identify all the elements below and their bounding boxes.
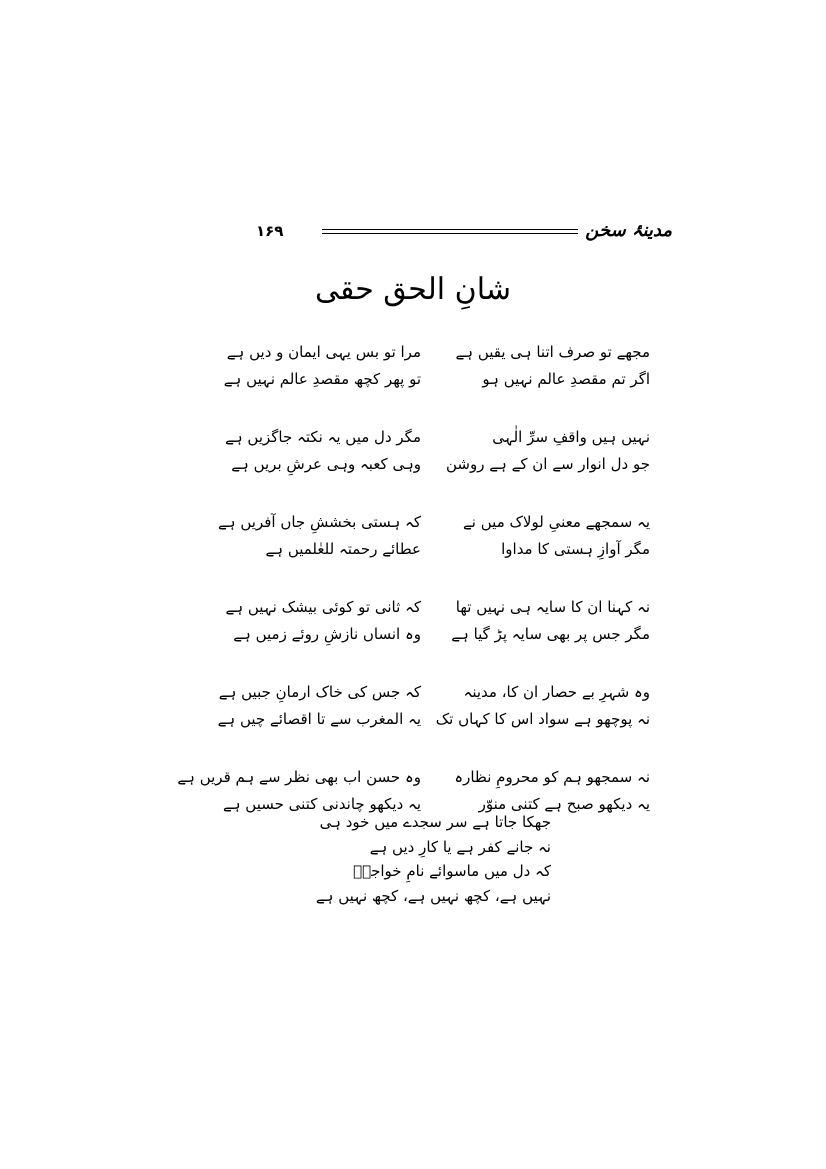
first-hemistich: جو دل انوار سے ان کے ہے روشن xyxy=(445,455,650,473)
stanza xyxy=(0,342,826,396)
quatrain-line: نہیں ہے، کچھ نہیں ہے، کچھ نہیں ہے xyxy=(315,886,551,905)
first-hemistich: نہ سمجھو ہم کو محرومِ نظارہ xyxy=(454,768,650,786)
second-hemistich: وہی کعبہ وہی عرشِ بریں ہے xyxy=(231,455,421,473)
second-hemistich: تو پھر کچھ مقصدِ عالم نہیں ہے xyxy=(223,370,421,388)
first-hemistich: مگر جس پر بھی سایہ پڑ گیا ہے xyxy=(451,625,650,643)
verse-line xyxy=(0,342,826,369)
first-hemistich: نہ پوچھو ہے سواد اس کا کہاں تک xyxy=(435,710,650,728)
verse-line xyxy=(0,709,826,736)
second-hemistich: کہ ہستی بخششِ جاں آفریں ہے xyxy=(218,513,421,531)
verse-line xyxy=(0,767,826,794)
page-number: ۱۶۹ xyxy=(256,222,284,240)
verse-line xyxy=(0,454,826,481)
page-header xyxy=(0,220,826,244)
second-hemistich: کہ جس کی خاک ارمانِ جبیں ہے xyxy=(218,683,421,701)
verse-line xyxy=(0,539,826,566)
stanza xyxy=(0,597,826,651)
stanza xyxy=(0,512,826,566)
verse-line xyxy=(0,682,826,709)
book-title: مدینۂ سخن xyxy=(585,220,672,241)
quatrain-line: نہ جانے کفر ہے یا کارِ دیں ہے xyxy=(369,837,551,856)
first-hemistich: وہ شہرِ بے حصار ان کا، مدینہ xyxy=(463,683,650,701)
second-hemistich: عطائے رحمتہ للعٰلمیں ہے xyxy=(265,540,421,558)
verse-line xyxy=(0,624,826,651)
second-hemistich: یہ دیکھو چاندنی کتنی حسیں ہے xyxy=(222,795,421,813)
quatrain-line: جھکا جاتا ہے سر سجدے میں خود ہی xyxy=(319,813,551,831)
stanza xyxy=(0,682,826,736)
second-hemistich: یہ المغرب سے تا اقصائے چیں ہے xyxy=(217,710,421,728)
first-hemistich: نہیں ہیں واقفِ سرِّ الٰہی xyxy=(492,428,650,446)
first-hemistich: یہ سمجھے معنیِ لولاک میں نے xyxy=(463,513,650,531)
quatrain-line: کہ دل میں ماسوائے نامِ خواجہؐ xyxy=(353,862,551,880)
first-hemistich: نہ کہنا ان کا سایہ ہی نہیں تھا xyxy=(455,598,650,616)
verse-line xyxy=(0,369,826,396)
header-double-rule xyxy=(322,229,578,234)
poem-title: شانِ الحق حقی xyxy=(315,272,511,307)
second-hemistich: وہ حسن اب بھی نظر سے ہم قریں ہے xyxy=(177,768,421,786)
couplets-section xyxy=(0,342,826,852)
quatrain xyxy=(315,812,551,910)
first-hemistich: اگر تم مقصدِ عالم نہیں ہو xyxy=(482,370,650,388)
first-hemistich: مجھے تو صرف اتنا ہی یقیں ہے xyxy=(455,343,650,361)
verse-line xyxy=(0,512,826,539)
verse-line xyxy=(0,597,826,624)
second-hemistich: وہ انساں نازشِ روئے زمیں ہے xyxy=(233,625,421,643)
second-hemistich: کہ ثانی تو کوئی بیشک نہیں ہے xyxy=(225,598,421,616)
second-hemistich: مرا تو بس یہی ایمان و دیں ہے xyxy=(226,343,421,361)
second-hemistich: مگر دل میں یہ نکتہ جاگزیں ہے xyxy=(225,428,421,446)
stanza xyxy=(0,427,826,481)
first-hemistich: مگر آوازِ ہستی کا مداوا xyxy=(501,540,650,558)
verse-line xyxy=(0,427,826,454)
first-hemistich: یہ دیکھو صبح ہے کتنی منوّر xyxy=(478,795,650,813)
